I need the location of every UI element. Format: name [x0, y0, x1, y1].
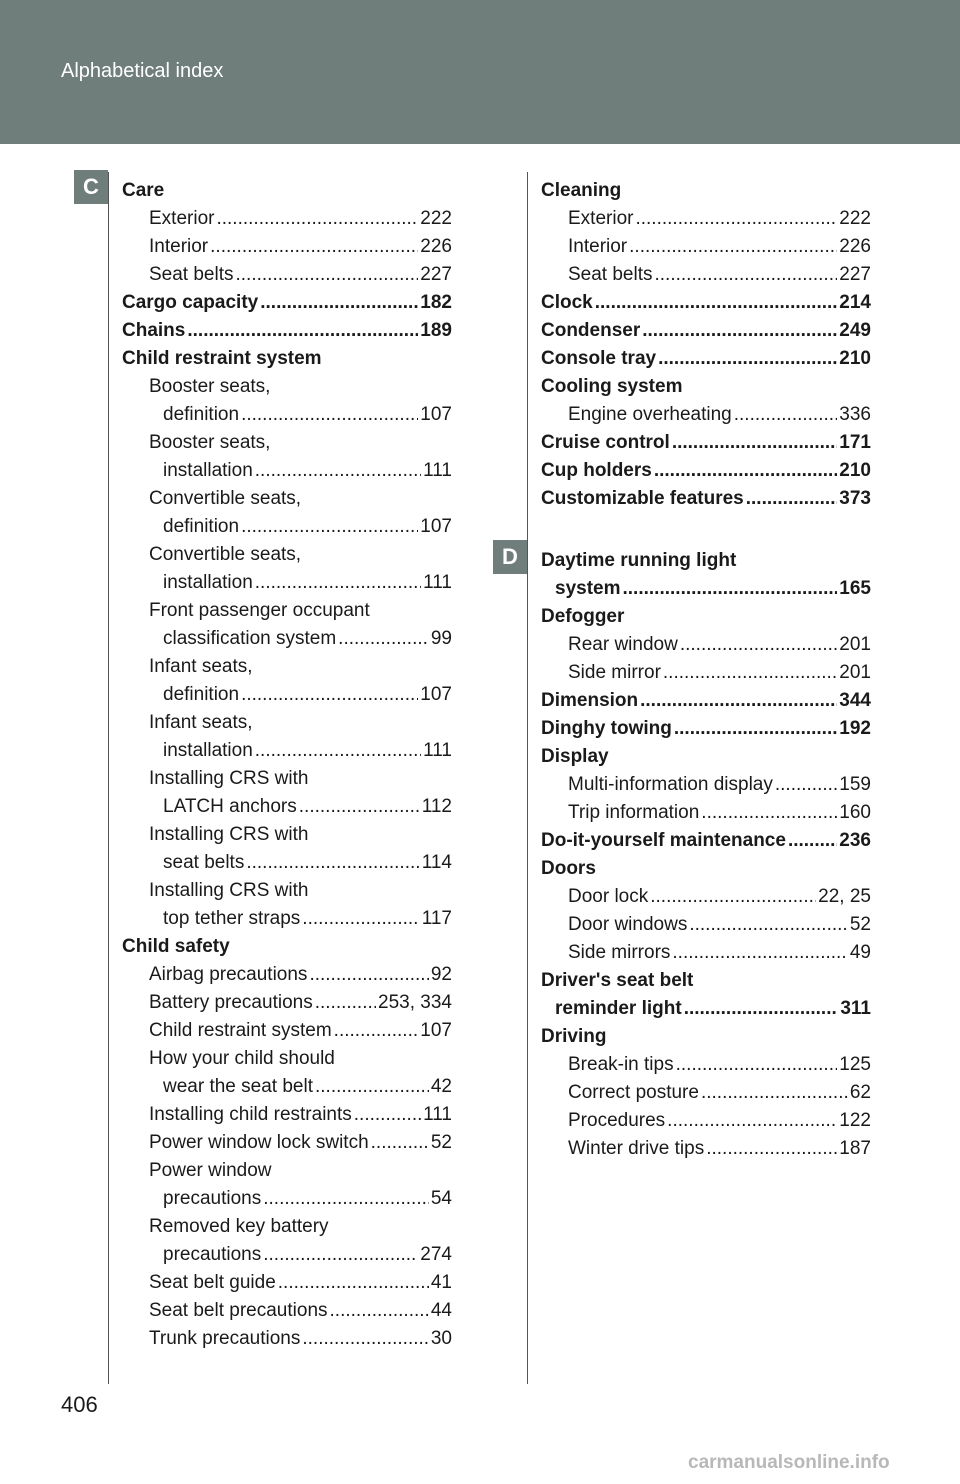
index-entry: top tether straps ..... 117	[122, 905, 452, 933]
index-entry: Installing child restraints ..... 111	[122, 1101, 452, 1129]
index-heading: Defogger	[541, 606, 625, 627]
index-entry: Booster seats,	[149, 432, 271, 453]
index-entry: Seat belt guide ..... 41	[122, 1269, 452, 1297]
index-heading: Care	[122, 180, 165, 201]
page-header	[0, 0, 960, 144]
index-entry: Child restraint system ..... 107	[122, 1017, 452, 1045]
index-entry: Door windows ..... 52	[541, 911, 871, 939]
index-entry: Engine overheating ..... 336	[541, 401, 871, 429]
index-heading: Cup holders ..... 210	[541, 457, 871, 485]
index-heading: Child safety	[122, 936, 230, 957]
index-entry: Trip information ..... 160	[541, 799, 871, 827]
index-entry: precautions ..... 274	[122, 1241, 452, 1269]
index-heading: Cruise control ..... 171	[541, 429, 871, 457]
index-heading: Dimension ..... 344	[541, 687, 871, 715]
index-entry: Seat belts ..... 227	[122, 261, 452, 289]
section-gap	[541, 513, 871, 547]
index-entry: Power window lock switch ..... 52	[122, 1129, 452, 1157]
index-entry: Booster seats,	[149, 376, 271, 397]
index-heading: Do-it-yourself maintenance ..... 236	[541, 827, 871, 855]
index-entry: Break-in tips ..... 125	[541, 1051, 871, 1079]
index-entry: Convertible seats,	[149, 488, 302, 509]
index-heading: Daytime running light	[541, 550, 737, 571]
index-entry: Infant seats,	[149, 656, 253, 677]
index-heading: system ..... 165	[541, 575, 871, 603]
index-entry: Seat belt precautions ..... 44	[122, 1297, 452, 1325]
index-entry: Door lock ..... 22, 25	[541, 883, 871, 911]
index-heading: Condenser ..... 249	[541, 317, 871, 345]
index-entry: precautions ..... 54	[122, 1185, 452, 1213]
section-letter-c: C	[74, 170, 108, 204]
index-entry: wear the seat belt ..... 42	[122, 1073, 452, 1101]
index-column-right	[541, 177, 871, 1163]
index-entry: LATCH anchors ..... 112	[122, 793, 452, 821]
header-title: Alphabetical index	[61, 60, 224, 82]
index-entry: Winter drive tips ..... 187	[541, 1135, 871, 1163]
index-entry: Interior ..... 226	[541, 233, 871, 261]
index-heading: Customizable features ..... 373	[541, 485, 871, 513]
index-entry: definition ..... 107	[122, 681, 452, 709]
index-entry: classification system ..... 99	[122, 625, 452, 653]
column-divider-right	[527, 172, 528, 1384]
index-heading: Dinghy towing ..... 192	[541, 715, 871, 743]
index-entry: Removed key battery	[149, 1216, 329, 1237]
index-entry: Installing CRS with	[149, 768, 309, 789]
index-entry: Power window	[149, 1160, 272, 1181]
index-entry: Exterior ..... 222	[541, 205, 871, 233]
index-entry: installation ..... 111	[122, 569, 452, 597]
index-heading: Clock ..... 214	[541, 289, 871, 317]
index-heading: Child restraint system	[122, 348, 322, 369]
index-entry: Trunk precautions ..... 30	[122, 1325, 452, 1353]
index-entry: definition ..... 107	[122, 513, 452, 541]
index-entry: Interior ..... 226	[122, 233, 452, 261]
index-entry: seat belts ..... 114	[122, 849, 452, 877]
index-heading: Console tray ..... 210	[541, 345, 871, 373]
section-letter-d: D	[493, 540, 527, 574]
index-entry: Procedures ..... 122	[541, 1107, 871, 1135]
index-heading: Doors	[541, 858, 596, 879]
index-heading: reminder light ..... 311	[541, 995, 871, 1023]
index-entry: Airbag precautions ..... 92	[122, 961, 452, 989]
index-heading: Driver's seat belt	[541, 970, 694, 991]
index-entry: Multi-information display ..... 159	[541, 771, 871, 799]
index-entry: Side mirrors ..... 49	[541, 939, 871, 967]
index-entry: Installing CRS with	[149, 824, 309, 845]
index-column-left	[122, 177, 452, 1353]
index-heading: Driving	[541, 1026, 607, 1047]
index-entry: How your child should	[149, 1048, 335, 1069]
index-entry: installation ..... 111	[122, 737, 452, 765]
index-entry: Seat belts ..... 227	[541, 261, 871, 289]
index-heading: Cooling system	[541, 376, 683, 397]
index-entry: Rear window ..... 201	[541, 631, 871, 659]
index-entry: installation ..... 111	[122, 457, 452, 485]
index-entry: Front passenger occupant	[149, 600, 370, 621]
index-entry: Correct posture ..... 62	[541, 1079, 871, 1107]
index-entry: Battery precautions ..... 253, 334	[122, 989, 452, 1017]
index-entry: Installing CRS with	[149, 880, 309, 901]
index-entry: Infant seats,	[149, 712, 253, 733]
index-entry: definition ..... 107	[122, 401, 452, 429]
index-heading: Cleaning	[541, 180, 622, 201]
watermark: carmanualsonline.info	[688, 1452, 890, 1473]
column-divider-left	[108, 172, 109, 1384]
page-number: 406	[61, 1392, 98, 1417]
index-heading: Cargo capacity ..... 182	[122, 289, 452, 317]
index-entry: Exterior ..... 222	[122, 205, 452, 233]
index-heading: Chains ..... 189	[122, 317, 452, 345]
index-entry: Convertible seats,	[149, 544, 302, 565]
index-entry: Side mirror ..... 201	[541, 659, 871, 687]
index-heading: Display	[541, 746, 609, 767]
